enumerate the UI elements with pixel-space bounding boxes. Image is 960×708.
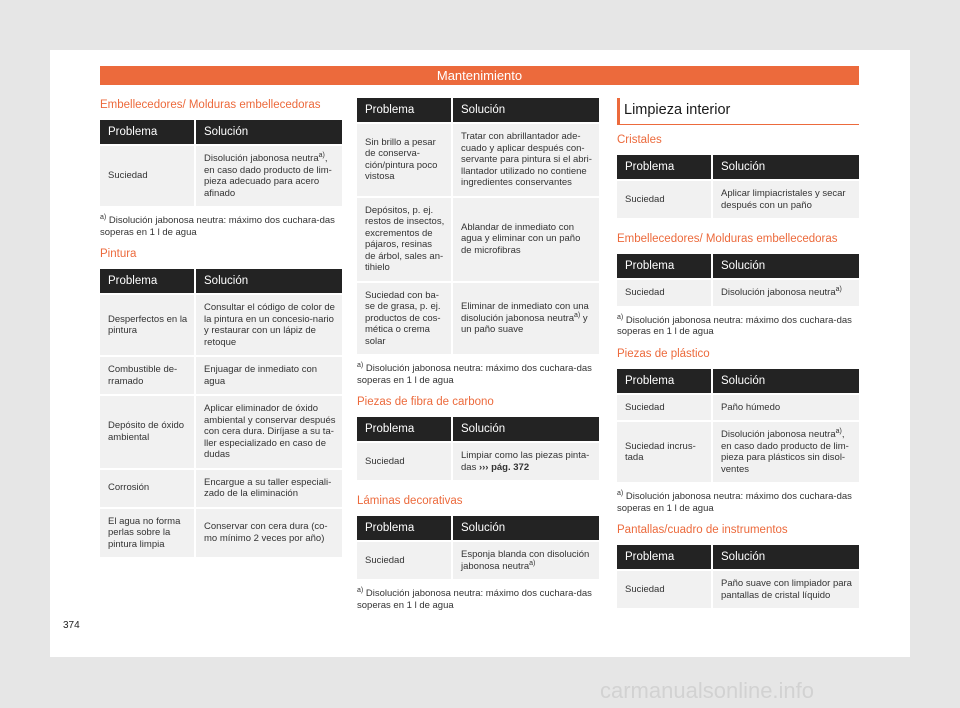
cell-problema: Depósitos, p. ej. restos de insectos, excrementos de pájaros, resinas de árbol, sales an-tihielo	[357, 196, 451, 281]
section-header: Mantenimiento	[100, 66, 859, 85]
cell-solucion: Consultar el código de color de la pintura en un concesio-nario y restaurar con un lápiz de retoque	[194, 293, 342, 355]
cell-problema: Suciedad incrus-tada	[617, 420, 711, 482]
table-row	[357, 281, 599, 355]
cell-text: , en caso dado producto de lim-pieza para plásticos sin disol-ventes	[721, 429, 849, 475]
cell-problema: Suciedad	[357, 540, 451, 579]
table-row	[100, 144, 342, 206]
cell-solucion: Ablandar de inmediato con agua y eliminar con un paño de microfibras	[451, 196, 599, 281]
section-title-laminas: Láminas decorativas	[357, 495, 463, 507]
cell-solucion	[451, 540, 599, 579]
footnote-text: Disolución jabonosa neutra: máximo dos cuchara-das soperas en 1 l de agua	[357, 363, 592, 386]
cell-text: , en caso dado producto de lim-pieza adecuado para acero afinado	[204, 153, 332, 199]
table-cristales	[617, 155, 859, 218]
column-header-solucion: Solución	[451, 417, 599, 441]
column-header-problema: Problema	[357, 516, 451, 540]
section-title-embellecedores-interior: Embellecedores/ Molduras embellecedoras	[617, 233, 838, 245]
column-header-solucion: Solución	[451, 98, 599, 122]
cell-text: Disolución jabonosa neutra	[721, 287, 836, 298]
table-fibra-carbono	[357, 417, 599, 480]
footnote-text: Disolución jabonosa neutra: máximo dos cuchara-das soperas en 1 l de agua	[357, 588, 592, 611]
table-row	[617, 393, 859, 421]
cell-text: Disolución jabonosa neutra	[721, 429, 836, 440]
footnote	[357, 363, 599, 386]
table-row	[357, 540, 599, 579]
cell-text: Disolución jabonosa neutra	[204, 153, 319, 164]
cell-text: y un paño suave	[461, 312, 588, 335]
footnote-mark: a)	[574, 311, 581, 319]
column-header-problema: Problema	[617, 545, 711, 569]
cell-problema: Combustible de-rramado	[100, 355, 194, 394]
table-pintura-cont	[357, 98, 599, 354]
section-title-pantallas: Pantallas/cuadro de instrumentos	[617, 524, 788, 536]
footnote-mark: a)	[835, 427, 842, 435]
table-row	[357, 196, 599, 281]
column-3	[617, 98, 859, 608]
column-header-solucion: Solución	[451, 516, 599, 540]
cell-solucion	[194, 144, 342, 206]
table-row	[617, 278, 859, 306]
footnote-text: Disolución jabonosa neutra: máximo dos cuchara-das soperas en 1 l de agua	[617, 314, 852, 337]
footnote	[617, 491, 859, 514]
footnote-mark: a)	[357, 361, 364, 369]
cell-text: Esponja blanda con disolución jabonosa neutra	[461, 549, 590, 572]
column-header-problema: Problema	[617, 155, 711, 179]
page-number: 374	[63, 620, 80, 631]
cell-problema: Desperfectos en la pintura	[100, 293, 194, 355]
column-header-solucion: Solución	[711, 155, 859, 179]
table-embellecedores	[100, 120, 342, 206]
column-header-problema: Problema	[617, 369, 711, 393]
footnote-mark: a)	[617, 313, 624, 321]
section-title-cristales: Cristales	[617, 134, 662, 146]
footnote-mark: a)	[318, 151, 325, 159]
footnote-text: Disolución jabonosa neutra: máximo dos cuchara-das soperas en 1 l de agua	[100, 215, 335, 238]
cell-solucion: Enjuagar de inmediato con agua	[194, 355, 342, 394]
footnote	[100, 215, 342, 238]
cell-solucion: Paño húmedo	[711, 393, 859, 421]
table-row	[617, 569, 859, 608]
cell-problema: Suciedad	[617, 393, 711, 421]
cell-problema: Suciedad	[617, 179, 711, 218]
table-row	[100, 293, 342, 355]
cell-problema: Suciedad	[100, 144, 194, 206]
table-row	[357, 441, 599, 480]
column-header-problema: Problema	[357, 417, 451, 441]
cell-solucion: Paño suave con limpiador para pantallas de cristal líquido	[711, 569, 859, 608]
table-row	[100, 355, 342, 394]
cell-problema: Suciedad con ba-se de grasa, p. ej. productos de cos-mética o crema solar	[357, 281, 451, 355]
footnote-text: Disolución jabonosa neutra: máximo dos cuchara-das soperas en 1 l de agua	[617, 491, 852, 514]
footnote	[617, 315, 859, 338]
table-row	[100, 394, 342, 468]
chapter-title: Limpieza interior	[617, 98, 859, 125]
table-row	[617, 420, 859, 482]
table-embellecedores-interior	[617, 254, 859, 306]
footnote-mark: a)	[100, 213, 107, 221]
cell-solucion	[451, 441, 599, 480]
column-2	[357, 98, 599, 620]
cell-solucion	[451, 281, 599, 355]
cell-text: Eliminar de inmediato con una disolución jabonosa neutra	[461, 301, 589, 324]
cell-problema: Sin brillo a pesar de conserva-ción/pintura poco vistosa	[357, 122, 451, 196]
footnote	[357, 588, 599, 611]
cell-text: Limpiar como las piezas pinta-das	[461, 450, 590, 473]
table-row	[357, 122, 599, 196]
column-header-solucion: Solución	[711, 545, 859, 569]
column-header-solucion: Solución	[194, 120, 342, 144]
table-pintura	[100, 269, 342, 557]
table-row	[100, 507, 342, 558]
table-row	[617, 179, 859, 218]
column-header-solucion: Solución	[711, 254, 859, 278]
column-header-solucion: Solución	[194, 269, 342, 293]
watermark: carmanualsonline.info	[600, 678, 815, 703]
cell-solucion: Tratar con abrillantador ade-cuado y aplicar después con-servante para pintura si el abri-llantador utilizado no contiene ingredientes conservantes	[451, 122, 599, 196]
cell-solucion: Aplicar limpiacristales y secar después con un paño	[711, 179, 859, 218]
cell-solucion	[711, 420, 859, 482]
section-title-pintura: Pintura	[100, 248, 137, 260]
cell-solucion: Encargue a su taller especiali-zado de la eliminación	[194, 468, 342, 507]
column-header-solucion: Solución	[711, 369, 859, 393]
table-pantallas	[617, 545, 859, 608]
cell-problema: Corrosión	[100, 468, 194, 507]
footnote-mark: a)	[835, 285, 842, 293]
cell-problema: El agua no forma perlas sobre la pintura limpia	[100, 507, 194, 558]
cell-problema: Depósito de óxido ambiental	[100, 394, 194, 468]
table-row	[100, 468, 342, 507]
table-laminas	[357, 516, 599, 579]
column-1	[100, 98, 342, 557]
footnote-mark: a)	[357, 586, 364, 594]
table-plastico	[617, 369, 859, 483]
cell-problema: Suciedad	[617, 278, 711, 306]
column-header-problema: Problema	[100, 269, 194, 293]
column-header-problema: Problema	[357, 98, 451, 122]
section-title-plastico: Piezas de plástico	[617, 347, 710, 360]
cell-problema: Suciedad	[617, 569, 711, 608]
cell-solucion	[711, 278, 859, 306]
column-header-problema: Problema	[100, 120, 194, 144]
page-reference-link[interactable]: ››› pág. 372	[478, 461, 530, 473]
cell-solucion: Aplicar eliminador de óxido ambiental y conservar después con cera dura. Diríjase a su ta-ller especializado en caso de dudas	[194, 394, 342, 468]
footnote-mark: a)	[529, 559, 536, 567]
section-title-fibra-carbono: Piezas de fibra de carbono	[357, 396, 494, 408]
footnote-mark: a)	[617, 489, 624, 497]
cell-solucion: Conservar con cera dura (co-mo mínimo 2 veces por año)	[194, 507, 342, 558]
column-header-problema: Problema	[617, 254, 711, 278]
cell-problema: Suciedad	[357, 441, 451, 480]
section-title-embellecedores: Embellecedores/ Molduras embellecedoras	[100, 99, 321, 111]
